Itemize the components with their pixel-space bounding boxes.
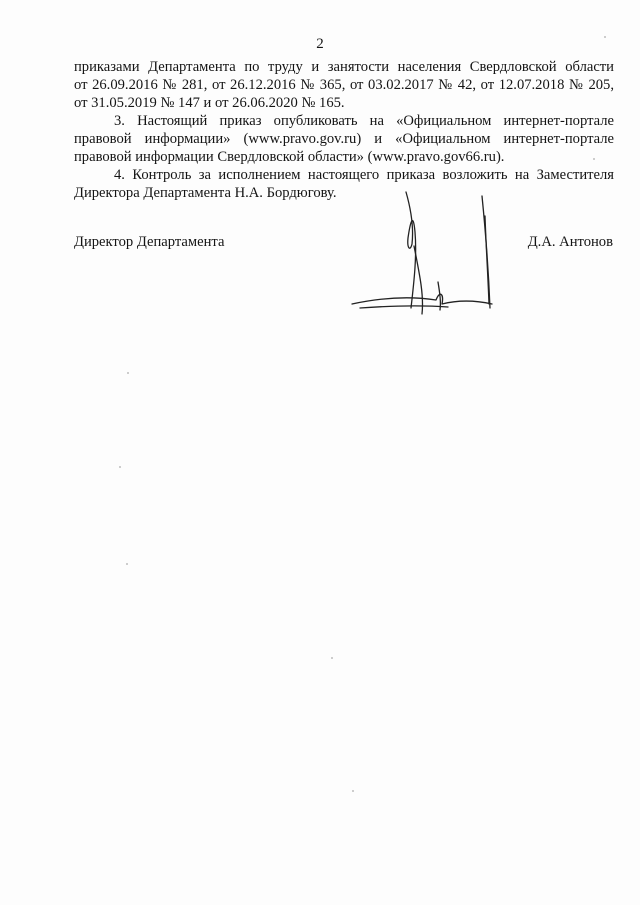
scan-speck	[352, 790, 354, 792]
scan-speck	[119, 466, 121, 468]
paragraph-line: Директора Департамента Н.А. Бордюгову.	[74, 185, 337, 201]
scan-speck	[126, 563, 128, 565]
handwritten-signature	[340, 186, 510, 322]
paragraph-line: правовой информации» (www.pravo.gov.ru) и «Официальном интернет-портале	[74, 131, 614, 147]
scan-speck	[593, 158, 595, 160]
page-number: 2	[316, 36, 324, 52]
scan-speck	[127, 372, 129, 374]
paragraph-line: от 31.05.2019 № 147 и от 26.06.2020 № 165.	[74, 95, 345, 111]
paragraph-line: правовой информации Свердловской области» (www.pravo.gov66.ru).	[74, 149, 505, 165]
paragraph-line: 4. Контроль за исполнением настоящего приказа возложить на Заместителя	[114, 167, 614, 183]
signatory-title: Директор Департамента	[74, 234, 225, 250]
paragraph-line: приказами Департамента по труду и занятости населения Свердловской области	[74, 59, 614, 75]
paragraph-line: 3. Настоящий приказ опубликовать на «Официальном интернет-портале	[114, 113, 614, 129]
signatory-name: Д.А. Антонов	[527, 234, 613, 250]
paragraph-line: от 26.09.2016 № 281, от 26.12.2016 № 365, от 03.02.2017 № 42, от 12.07.2018 № 205,	[74, 77, 614, 93]
scan-speck	[604, 36, 606, 38]
scan-speck	[331, 657, 333, 659]
